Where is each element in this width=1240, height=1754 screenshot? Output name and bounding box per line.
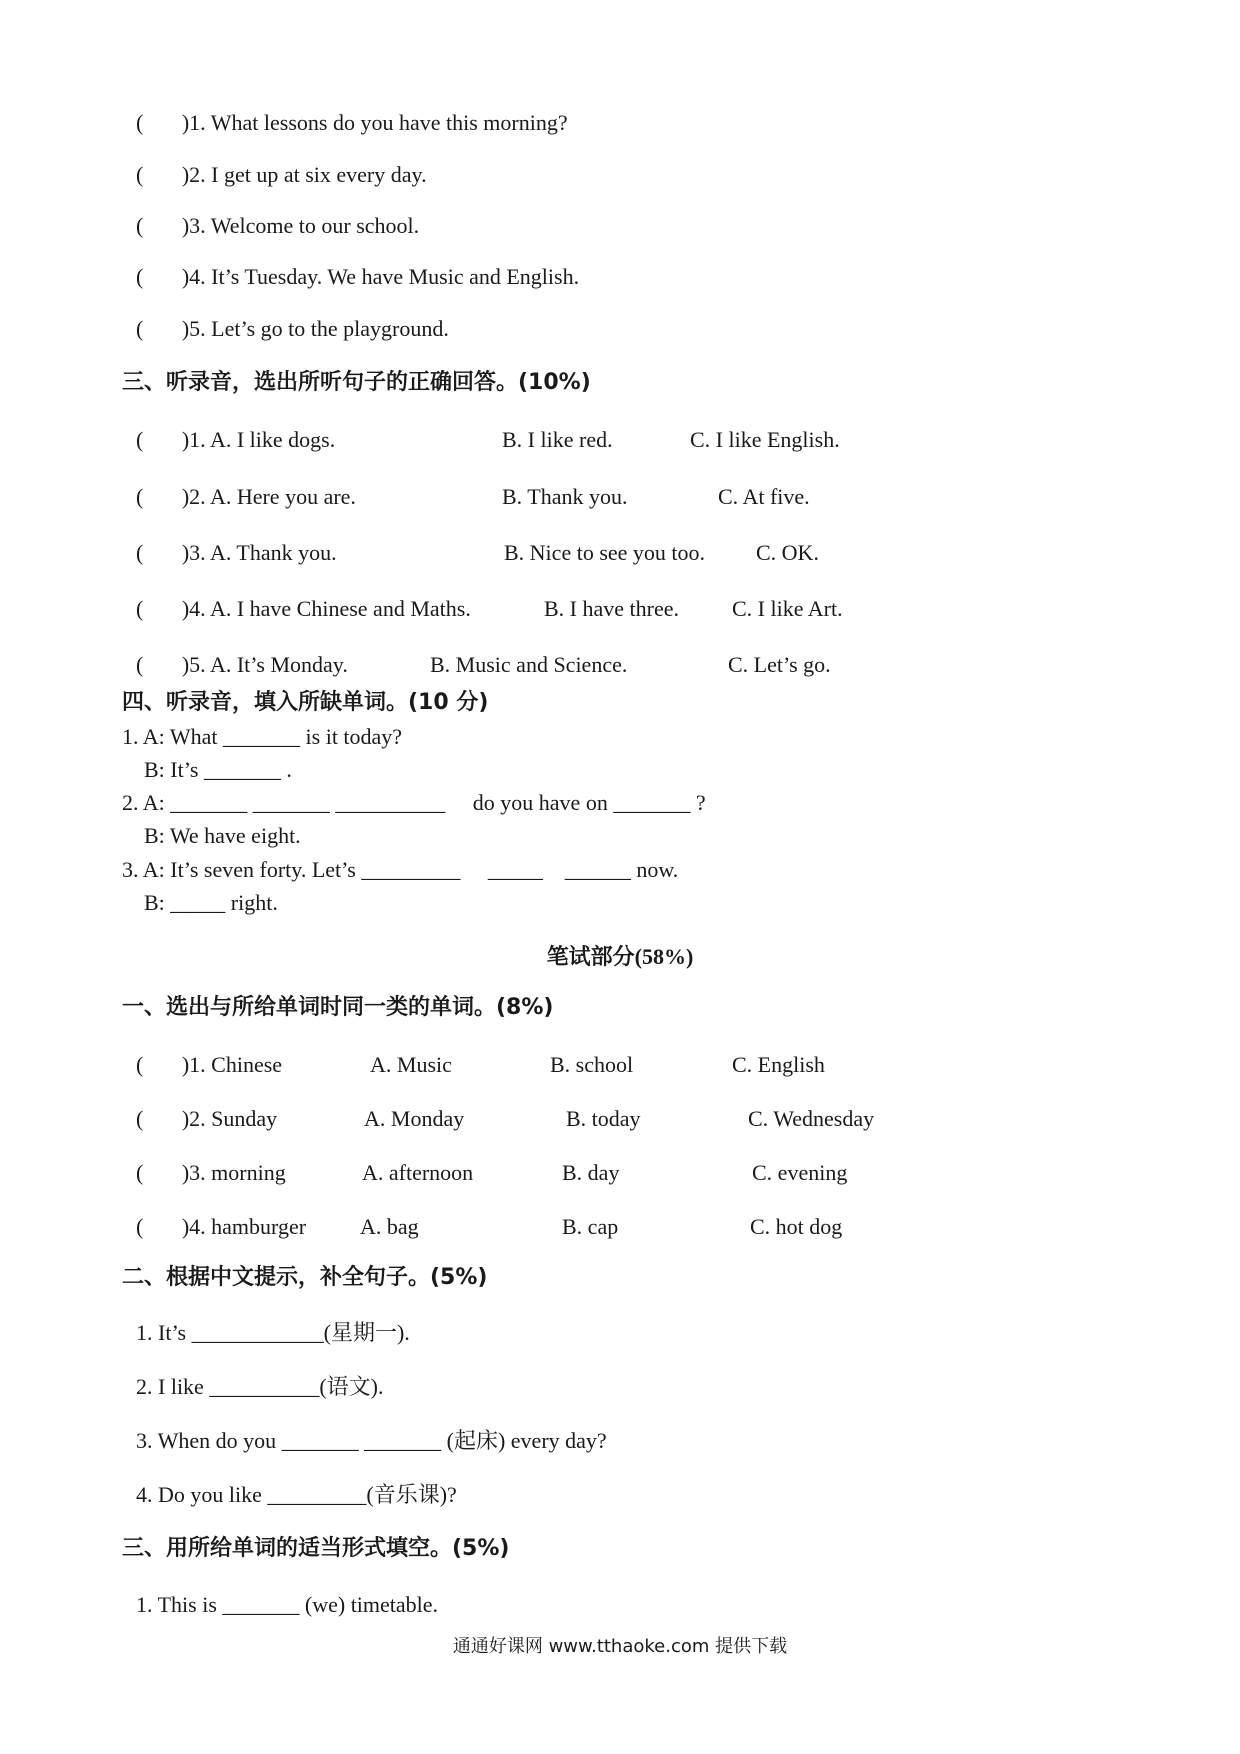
w1-row-2-question: ( )2. Sunday bbox=[136, 1106, 278, 1131]
list1-item-2: ( )2. I get up at six every day. bbox=[136, 162, 427, 187]
w1-row-1-option-b: B. school bbox=[550, 1052, 634, 1077]
list1-item-4: ( )4. It’s Tuesday. We have Music and English. bbox=[136, 264, 580, 289]
s3-row-5-option-c: C. Let’s go. bbox=[728, 652, 831, 677]
w1-row-4-question: ( )4. hamburger bbox=[136, 1214, 307, 1239]
w1-row-1-option-a: A. Music bbox=[370, 1052, 452, 1077]
s3-row-3-question: ( )3. A. Thank you. bbox=[136, 540, 337, 565]
w1-row-3-question: ( )3. morning bbox=[136, 1160, 286, 1185]
s3-row-5-question: ( )5. A. It’s Monday. bbox=[136, 652, 348, 677]
w1-row-2-option-a: A. Monday bbox=[364, 1106, 465, 1131]
list1-item-5: ( )5. Let’s go to the playground. bbox=[136, 316, 449, 341]
s4-line-2: B: It’s _______ . bbox=[122, 757, 292, 782]
s3-row-3-option-b: B. Nice to see you too. bbox=[504, 540, 706, 565]
w2-line-3: 3. When do you _______ _______ (起床) every day? bbox=[136, 1428, 607, 1453]
w3-heading: 三、用所给单词的适当形式填空。(5%) bbox=[122, 1536, 510, 1561]
w1-row-3-option-b: B. day bbox=[562, 1160, 620, 1185]
w1-row-4-option-a: A. bag bbox=[360, 1214, 419, 1239]
w2-line-4: 4. Do you like _________(音乐课)? bbox=[136, 1482, 457, 1507]
s4-line-3: 2. A: _______ _______ __________ do you have on _______ ? bbox=[122, 790, 706, 815]
s3-row-1-question: ( )1. A. I like dogs. bbox=[136, 427, 336, 452]
s3-row-3-option-c: C. OK. bbox=[756, 540, 819, 565]
s4-line-6: B: _____ right. bbox=[122, 890, 278, 915]
w1-row-4-option-c: C. hot dog bbox=[750, 1214, 843, 1239]
s3-row-4-question: ( )4. A. I have Chinese and Maths. bbox=[136, 596, 471, 621]
s3-row-1-option-c: C. I like English. bbox=[690, 427, 840, 452]
footer-text: 通通好课网 www.tthaoke.com 提供下载 bbox=[452, 1636, 788, 1657]
w1-row-2-option-c: C. Wednesday bbox=[748, 1106, 875, 1131]
s3-row-2-question: ( )2. A. Here you are. bbox=[136, 484, 356, 509]
s3-row-4-option-b: B. I have three. bbox=[544, 596, 679, 621]
w3-line-1: 1. This is _______ (we) timetable. bbox=[136, 1592, 439, 1617]
s3-row-1-option-b: B. I like red. bbox=[502, 427, 613, 452]
s3-row-2-option-c: C. At five. bbox=[718, 484, 810, 509]
s3-row-4-option-c: C. I like Art. bbox=[732, 596, 843, 621]
w1-row-2-option-b: B. today bbox=[566, 1106, 641, 1131]
w1-row-1-question: ( )1. Chinese bbox=[136, 1052, 283, 1077]
w2-line-1: 1. It’s ____________(星期一). bbox=[136, 1320, 410, 1345]
w1-row-3-option-a: A. afternoon bbox=[362, 1160, 474, 1185]
w2-heading: 二、根据中文提示，补全句子。(5%) bbox=[122, 1265, 488, 1290]
w1-row-1-option-c: C. English bbox=[732, 1052, 825, 1077]
section3-heading: 三、听录音，选出所听句子的正确回答。(10%) bbox=[122, 370, 591, 395]
list1-item-3: ( )3. Welcome to our school. bbox=[136, 213, 420, 238]
s4-line-1: 1. A: What _______ is it today? bbox=[122, 724, 403, 749]
s3-row-2-option-b: B. Thank you. bbox=[502, 484, 628, 509]
w1-row-3-option-c: C. evening bbox=[752, 1160, 848, 1185]
section4-heading: 四、听录音，填入所缺单词。(10 分) bbox=[122, 690, 489, 715]
list1-item-1: ( )1. What lessons do you have this morning? bbox=[136, 110, 568, 135]
w1-row-4-option-b: B. cap bbox=[562, 1214, 619, 1239]
w2-line-2: 2. I like __________(语文). bbox=[136, 1374, 384, 1399]
s4-line-5: 3. A: It’s seven forty. Let’s _________ _____ ______ now. bbox=[122, 857, 679, 882]
s3-row-5-option-b: B. Music and Science. bbox=[430, 652, 628, 677]
w1-heading: 一、选出与所给单词时同一类的单词。(8%) bbox=[122, 995, 554, 1020]
s4-line-4: B: We have eight. bbox=[122, 823, 301, 848]
written-part-title: 笔试部分(58%) bbox=[546, 944, 694, 969]
